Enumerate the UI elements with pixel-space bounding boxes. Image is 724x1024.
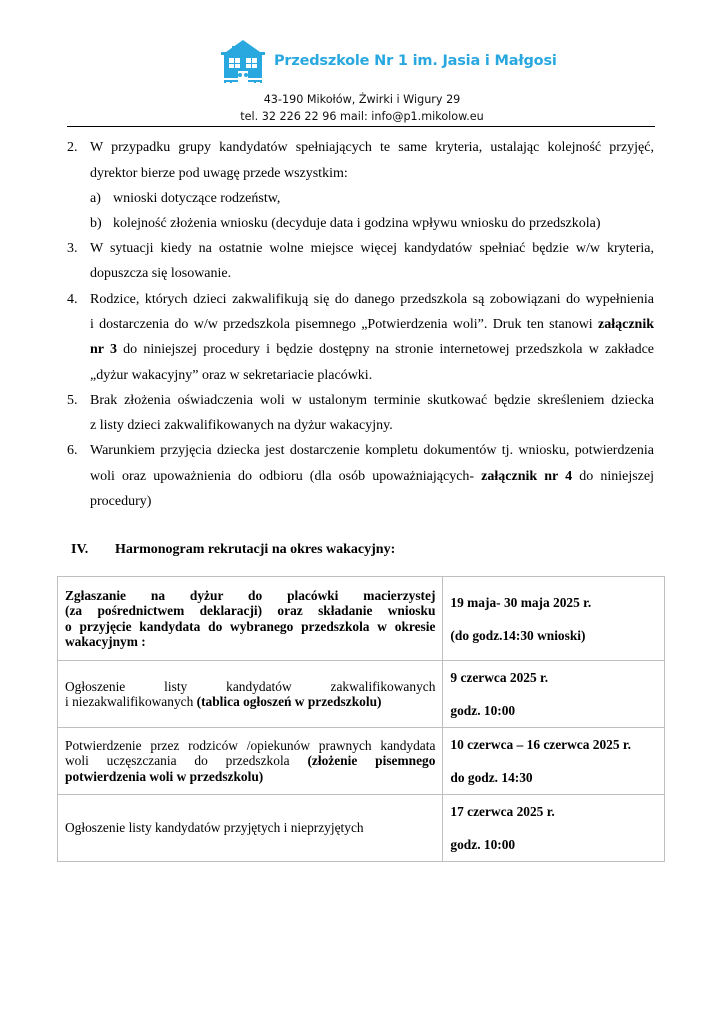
cell-line: Potwierdzenie przez rodziców /opiekunów prawnych kandydata <box>65 737 436 753</box>
text-run: i niezakwalifikowanych <box>65 694 197 709</box>
table-cell-description <box>58 795 443 862</box>
text-run: i dostarczenia do w/w przedszkola pisemnego „Potwierdzenia woli”. Druk ten stanowi <box>90 317 598 332</box>
cell-line <box>65 753 435 768</box>
section-heading <box>71 542 395 558</box>
list-item-text <box>90 317 654 333</box>
text-run: woli oraz upoważnienia do odbioru (dla osób upoważniających- <box>90 469 482 484</box>
list-item-number: 5. <box>67 393 78 408</box>
address-line: 43-190 Mikołów, Żwirki i Wigury 29 <box>263 93 461 106</box>
table-cell-date <box>443 795 665 862</box>
list-item-text: „dyżur wakacyjny” oraz w sekretariacie placówki. <box>90 368 373 383</box>
schedule-table <box>57 576 665 862</box>
text-run: woli uczęszczania do przedszkola <box>65 753 308 769</box>
list-item-text: dopuszcza się losowanie. <box>90 266 232 281</box>
schedule-time: godz. 10:00 <box>450 837 516 852</box>
list-item-text: Rodzice, których dzieci zakwalifikują się do danego przedszkola są zobowiązani do wypełnienia <box>90 292 654 307</box>
schedule-time: godz. 10:00 <box>450 703 516 718</box>
cell-line: (za pośrednictwem deklaracji) oraz składanie wniosku <box>65 603 436 619</box>
table-cell-description <box>58 728 443 795</box>
table-cell-description <box>58 577 443 661</box>
list-item-text: Warunkiem przyjęcia dziecka jest dostarczenie kompletu dokumentów tj. wniosku, potwierdzenia <box>90 443 654 458</box>
list-item-text: procedury) <box>90 494 152 509</box>
list-item-number: 2. <box>67 140 78 155</box>
cell-line: Ogłoszenie listy kandydatów zakwalifikowanych <box>65 678 436 694</box>
list-item-number: 3. <box>67 241 78 256</box>
cell-line: Zgłaszanie na dyżur do placówki macierzystej <box>65 587 436 603</box>
list-item-text: Brak złożenia oświadczenia woli w ustalonym terminie skutkować będzie skreśleniem dziecka <box>90 393 654 408</box>
list-item-text <box>90 469 654 485</box>
cell-line <box>65 694 435 709</box>
table-row <box>58 577 665 661</box>
list-item-number: 4. <box>67 292 78 307</box>
bold-text: załącznik <box>598 317 654 332</box>
sublist-label: a) <box>90 191 101 206</box>
text-run: do niniejszej procedury i będzie dostępny na stronie internetowej przedszkola w zakładce <box>116 342 654 357</box>
table-row <box>58 795 665 862</box>
schedule-time: (do godz.14:30 wnioski) <box>450 627 586 643</box>
bold-text: potwierdzenia woli w przedszkolu) <box>65 768 264 784</box>
section-number: IV. <box>71 542 89 557</box>
table-row <box>58 661 665 728</box>
cell-line: wakacyjnym : <box>65 633 146 649</box>
bold-text: załącznik nr 4 <box>481 469 573 484</box>
text-run: do niniejszej <box>572 469 654 484</box>
list-item-text <box>90 342 654 358</box>
cell-line: o przyjęcie kandydata do wybranego przedszkola w okresie <box>65 618 436 634</box>
bold-text: (tablica ogłoszeń w przedszkolu) <box>196 694 382 709</box>
cell-line: Ogłoszenie listy kandydatów przyjętych i nieprzyjętych <box>65 820 364 836</box>
schedule-date: 10 czerwca – 16 czerwca 2025 r. <box>450 737 631 752</box>
schedule-date: 17 czerwca 2025 r. <box>450 804 555 819</box>
contact-line: tel. 32 226 22 96 mail: info@p1.mikolow.eu <box>240 110 484 123</box>
school-name: Przedszkole Nr 1 im. Jasia i Małgosi <box>274 53 557 69</box>
list-item-text: W przypadku grupy kandydatów spełniających te same kryteria, ustalając kolejność przyjęć, <box>90 140 654 155</box>
table-cell-date <box>443 728 665 795</box>
sublist-text: wnioski dotyczące rodzeństw, <box>113 191 281 206</box>
schedule-date: 19 maja- 30 maja 2025 r. <box>450 594 592 610</box>
bold-text: nr 3 <box>90 342 117 357</box>
house-logo-icon <box>218 38 268 84</box>
schedule-time: do godz. 14:30 <box>450 770 533 785</box>
list-item-number: 6. <box>67 443 78 458</box>
section-title: Harmonogram rekrutacji na okres wakacyjny: <box>115 542 396 557</box>
school-logo <box>218 38 557 86</box>
list-item-text: z listy dzieci zakwalifikowanych na dyżur wakacyjny. <box>90 418 393 433</box>
list-item-text: dyrektor bierze pod uwagę przede wszystkim: <box>90 166 348 181</box>
list-item-text: W sytuacji kiedy na ostatnie wolne miejsce więcej kandydatów spełniać będzie w/w kryteria, <box>90 241 654 256</box>
table-cell-date <box>443 661 665 728</box>
bold-text: (złożenie pisemnego <box>307 753 436 769</box>
sublist-label: b) <box>90 216 102 231</box>
table-row <box>58 728 665 795</box>
header-divider <box>67 126 655 127</box>
sublist-text: kolejność złożenia wniosku (decyduje data i godzina wpływu wniosku do przedszkola) <box>113 216 601 231</box>
schedule-date: 9 czerwca 2025 r. <box>450 670 549 685</box>
table-cell-description <box>58 661 443 728</box>
table-cell-date <box>443 577 665 661</box>
